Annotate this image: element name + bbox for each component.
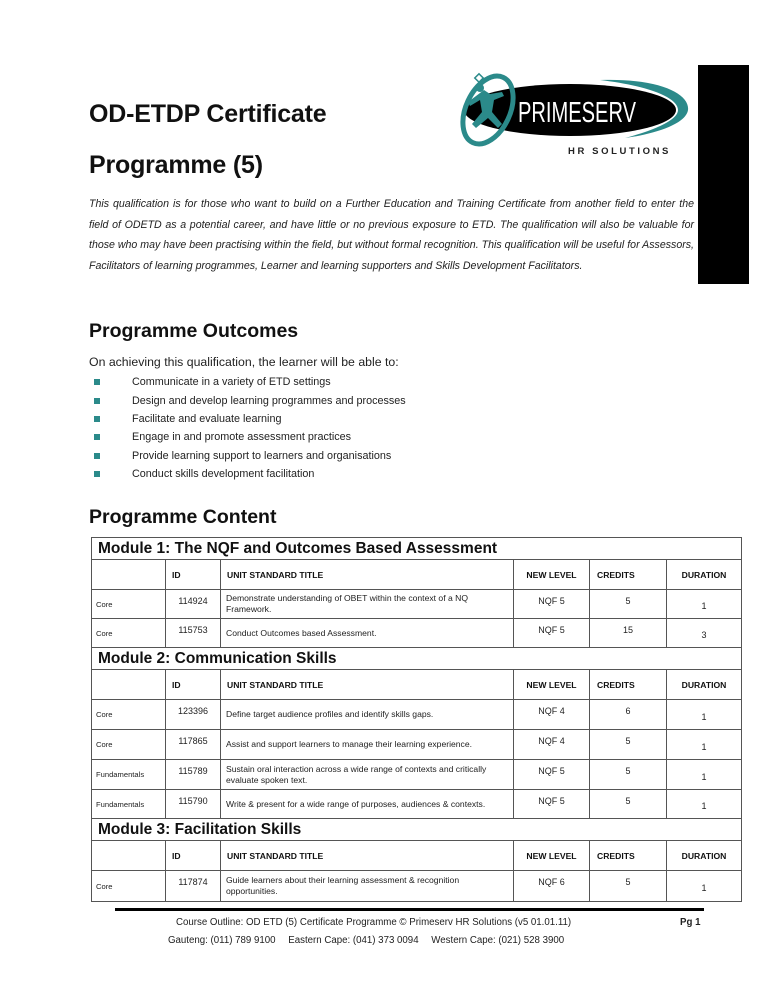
cell-duration: 1 [701, 771, 707, 782]
cell-type: Core [92, 730, 166, 759]
col-level-header: NEW LEVEL [514, 670, 590, 699]
cell-level: NQF 4 [514, 730, 590, 759]
table-header-row [92, 841, 741, 871]
logo-brand-text: PRIMESERV [518, 97, 637, 129]
primeserv-logo [450, 72, 690, 162]
col-title-header: UNIT STANDARD TITLE [221, 560, 514, 589]
square-bullet-icon [94, 434, 100, 440]
outcomes-lead: On achieving this qualification, the learner will be able to: [89, 355, 399, 369]
cell-id: 117874 [166, 871, 221, 901]
cell-type: Core [92, 619, 166, 647]
document-title-line-1: OD-ETDP Certificate [89, 100, 327, 128]
logo-tagline-text: HR SOLUTIONS [568, 146, 671, 157]
col-duration-header: DURATION [681, 850, 727, 861]
cell-title: Demonstrate understanding of OBET within the context of a NQ Framework. [221, 590, 514, 618]
cell-title: Sustain oral interaction across a wide range of contexts and critically evaluate spoken text. [221, 760, 514, 789]
col-type-header [92, 841, 166, 870]
col-level-header: NEW LEVEL [514, 841, 590, 870]
cell-level: NQF 6 [514, 871, 590, 901]
qualification-intro: This qualification is for those who want to build on a Further Education and Training Certificate from another field to enter the field of ODETD as a potential career, and have little or no previous exposure to ETD. The qualification will also be valuable for those who may have been practising within the field, but without formal recognition. This qualification will be useful for Assessors, Facilitators of learning programmes, Learner and learning supporters and Skills Development Facilitators. [89, 198, 694, 273]
contact-western-cape: Western Cape: (021) 528 3900 [431, 935, 565, 946]
col-duration-header: DURATION [681, 569, 727, 580]
cell-credits: 15 [590, 619, 667, 647]
cell-type: Fundamentals [92, 760, 166, 789]
cell-type: Core [92, 871, 166, 901]
outcome-item [94, 410, 406, 428]
decorative-side-bar [698, 65, 749, 284]
col-credits-header: CREDITS [590, 560, 667, 589]
table-row [92, 730, 741, 760]
outcomes-heading: Programme Outcomes [89, 320, 299, 342]
outcome-text: Provide learning support to learners and organisations [132, 449, 392, 462]
outcome-item [94, 447, 406, 465]
cell-level: NQF 4 [514, 700, 590, 729]
footer-divider [115, 908, 704, 911]
module-3-title: Module 3: Facilitation Skills [92, 819, 741, 841]
cell-credits: 5 [590, 760, 667, 789]
col-credits-header: CREDITS [590, 841, 667, 870]
table-header-row [92, 670, 741, 700]
outcome-text: Engage in and promote assessment practices [132, 431, 352, 444]
document-title-line-2: Programme (5) [89, 151, 263, 179]
module-2-title: Module 2: Communication Skills [92, 648, 741, 670]
col-level-header: NEW LEVEL [514, 560, 590, 589]
cell-id: 114924 [166, 590, 221, 618]
table-header-row [92, 560, 741, 590]
cell-duration: 1 [701, 741, 707, 752]
table-row [92, 871, 741, 901]
cell-level: NQF 5 [514, 760, 590, 789]
outcome-item [94, 465, 406, 483]
col-title-header: UNIT STANDARD TITLE [221, 841, 514, 870]
cell-id: 115753 [166, 619, 221, 647]
cell-title: Define target audience profiles and identify skills gaps. [221, 700, 514, 729]
outcome-item [94, 391, 406, 409]
cell-type: Fundamentals [92, 790, 166, 818]
cell-credits: 6 [590, 700, 667, 729]
cell-type: Core [92, 700, 166, 729]
square-bullet-icon [94, 471, 100, 477]
contact-gauteng: Gauteng: (011) 789 9100 [168, 935, 276, 946]
cell-type: Core [92, 590, 166, 618]
col-id-header: ID [166, 841, 221, 870]
cell-credits: 5 [590, 730, 667, 759]
cell-level: NQF 5 [514, 590, 590, 618]
square-bullet-icon [94, 398, 100, 404]
cell-level: NQF 5 [514, 619, 590, 647]
table-row [92, 760, 741, 790]
cell-title: Guide learners about their learning assessment & recognition opportunities. [221, 871, 514, 901]
outcome-text: Communicate in a variety of ETD settings [132, 376, 331, 389]
square-bullet-icon [94, 379, 100, 385]
square-bullet-icon [94, 453, 100, 459]
module-1-title: Module 1: The NQF and Outcomes Based Assessment [92, 538, 741, 560]
cell-credits: 5 [590, 871, 667, 901]
table-row [92, 700, 741, 730]
col-title-header: UNIT STANDARD TITLE [221, 670, 514, 699]
outcome-text: Facilitate and evaluate learning [132, 412, 282, 425]
cell-duration: 1 [701, 601, 707, 611]
outcome-text: Design and develop learning programmes and processes [132, 394, 406, 407]
cell-credits: 5 [590, 790, 667, 818]
outcome-text: Conduct skills development facilitation [132, 468, 315, 481]
col-duration-header: DURATION [681, 679, 727, 690]
cell-id: 123396 [166, 700, 221, 729]
col-id-header: ID [166, 560, 221, 589]
cell-id: 117865 [166, 730, 221, 759]
cell-title: Assist and support learners to manage their learning experience. [221, 730, 514, 759]
content-heading: Programme Content [89, 506, 277, 528]
cell-title: Write & present for a wide range of purposes, audiences & contexts. [221, 790, 514, 818]
col-type-header [92, 560, 166, 589]
cell-id: 115790 [166, 790, 221, 818]
cell-duration: 1 [701, 801, 707, 811]
outcome-item [94, 428, 406, 446]
cell-credits: 5 [590, 590, 667, 618]
outcome-item [94, 373, 406, 391]
col-credits-header: CREDITS [590, 670, 667, 699]
table-row [92, 619, 741, 648]
table-row [92, 790, 741, 819]
footer-course-text: Course Outline: OD ETD (5) Certificate Programme © Primeserv HR Solutions (v5 01.01.11) [176, 917, 572, 928]
col-id-header: ID [166, 670, 221, 699]
page-number: Pg 1 [680, 917, 701, 928]
contact-eastern-cape: Eastern Cape: (041) 373 0094 [288, 935, 419, 946]
cell-title: Conduct Outcomes based Assessment. [221, 619, 514, 647]
table-row [92, 590, 741, 619]
cell-duration: 1 [701, 711, 707, 722]
footer-contacts [168, 935, 574, 946]
cell-id: 115789 [166, 760, 221, 789]
cell-duration: 1 [701, 883, 707, 893]
square-bullet-icon [94, 416, 100, 422]
outcomes-list [94, 373, 406, 483]
cell-duration: 3 [701, 630, 707, 640]
primeserv-logo-graphic [450, 72, 690, 162]
cell-level: NQF 5 [514, 790, 590, 818]
col-type-header [92, 670, 166, 699]
programme-content-table [91, 537, 742, 902]
